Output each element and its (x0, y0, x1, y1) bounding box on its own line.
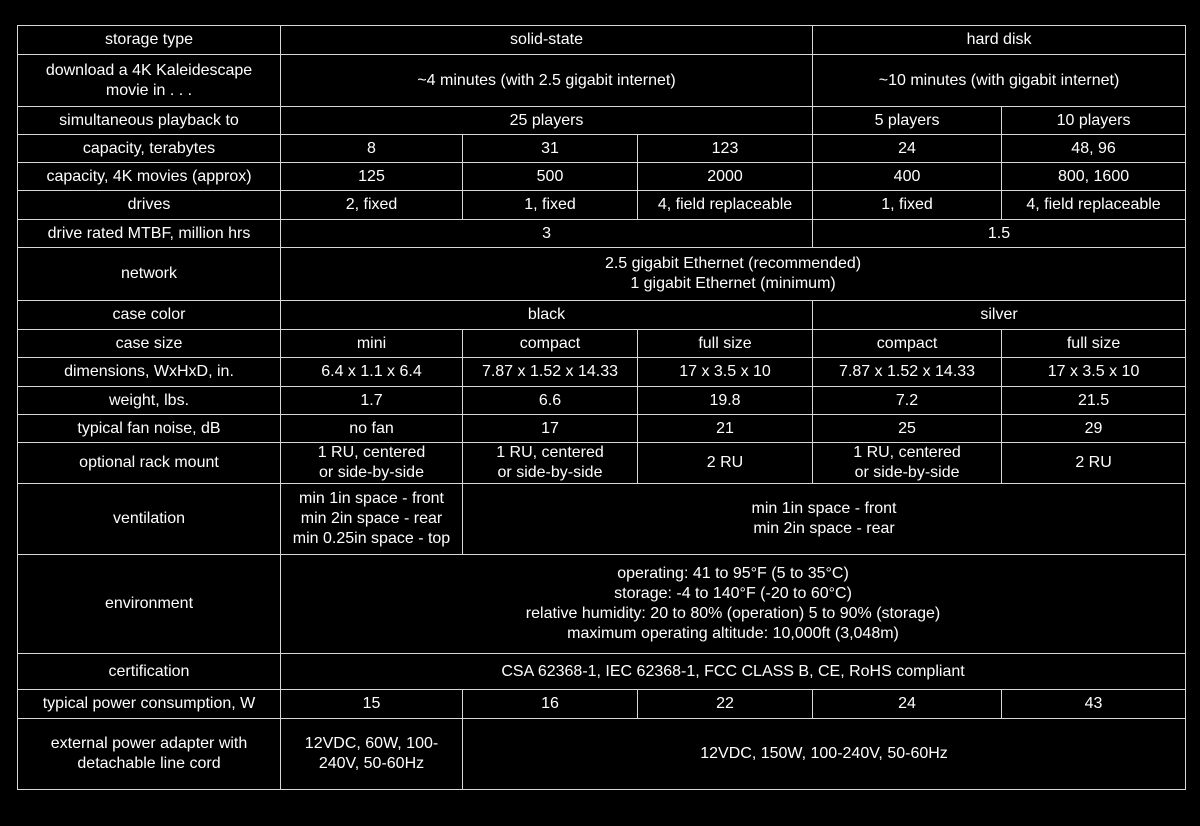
table-cell: black (281, 301, 813, 330)
table-row (18, 107, 1186, 135)
table-cell: 12VDC, 60W, 100- 240V, 50-60Hz (281, 719, 463, 790)
row-label: external power adapter with detachable line cord (18, 719, 281, 790)
row-label: typical fan noise, dB (18, 415, 281, 443)
table-cell: 1.7 (281, 387, 463, 415)
row-label: certification (18, 654, 281, 690)
table-cell: 2 RU (1002, 443, 1186, 484)
row-label: environment (18, 555, 281, 654)
table-cell: 6.6 (463, 387, 638, 415)
table-cell: 1 RU, centered or side-by-side (463, 443, 638, 484)
spec-table (17, 25, 1186, 790)
table-row (18, 654, 1186, 690)
table-cell: 800, 1600 (1002, 163, 1186, 191)
table-cell: compact (813, 330, 1002, 358)
table-row (18, 191, 1186, 220)
table-cell: 1.5 (813, 220, 1186, 248)
table-cell: 7.2 (813, 387, 1002, 415)
row-label: weight, lbs. (18, 387, 281, 415)
table-cell: min 1in space - front min 2in space - rear min 0.25in space - top (281, 484, 463, 555)
table-cell: CSA 62368-1, IEC 62368-1, FCC CLASS B, CE, RoHS compliant (281, 654, 1186, 690)
row-label: storage type (18, 26, 281, 55)
table-cell: 6.4 x 1.1 x 6.4 (281, 358, 463, 387)
table-cell: 7.87 x 1.52 x 14.33 (813, 358, 1002, 387)
table-cell: 1 RU, centered or side-by-side (813, 443, 1002, 484)
table-row (18, 301, 1186, 330)
table-cell: 1 RU, centered or side-by-side (281, 443, 463, 484)
table-row (18, 163, 1186, 191)
row-label: simultaneous playback to (18, 107, 281, 135)
table-row (18, 26, 1186, 55)
table-cell: 5 players (813, 107, 1002, 135)
table-row (18, 415, 1186, 443)
table-row (18, 248, 1186, 301)
table-cell: 4, field replaceable (638, 191, 813, 220)
row-label: optional rack mount (18, 443, 281, 484)
table-cell: silver (813, 301, 1186, 330)
table-cell: 500 (463, 163, 638, 191)
table-cell: full size (1002, 330, 1186, 358)
row-label: capacity, terabytes (18, 135, 281, 163)
row-label: case size (18, 330, 281, 358)
table-cell: 10 players (1002, 107, 1186, 135)
row-label: drives (18, 191, 281, 220)
table-cell: 22 (638, 690, 813, 719)
table-row (18, 690, 1186, 719)
table-cell: 123 (638, 135, 813, 163)
table-cell: full size (638, 330, 813, 358)
table-cell: solid-state (281, 26, 813, 55)
table-cell: 3 (281, 220, 813, 248)
table-cell: operating: 41 to 95°F (5 to 35°C) storage: -4 to 140°F (-20 to 60°C) relative humidity: 20 to 80% (operation) 5 to 90% (storage) maximum operating altitude: 10,000ft (3,048m) (281, 555, 1186, 654)
table-cell: 125 (281, 163, 463, 191)
table-cell: no fan (281, 415, 463, 443)
table-cell: 12VDC, 150W, 100-240V, 50-60Hz (463, 719, 1186, 790)
table-cell: 17 x 3.5 x 10 (1002, 358, 1186, 387)
table-row (18, 55, 1186, 107)
table-cell: 25 players (281, 107, 813, 135)
table-row (18, 220, 1186, 248)
row-label: dimensions, WxHxD, in. (18, 358, 281, 387)
table-cell: 25 (813, 415, 1002, 443)
table-row (18, 443, 1186, 484)
table-row (18, 330, 1186, 358)
table-cell: 7.87 x 1.52 x 14.33 (463, 358, 638, 387)
table-cell: 48, 96 (1002, 135, 1186, 163)
table-cell: 2.5 gigabit Ethernet (recommended) 1 gigabit Ethernet (minimum) (281, 248, 1186, 301)
table-row (18, 484, 1186, 555)
row-label: drive rated MTBF, million hrs (18, 220, 281, 248)
row-label: network (18, 248, 281, 301)
table-row (18, 555, 1186, 654)
spec-table-body (18, 26, 1186, 790)
row-label: typical power consumption, W (18, 690, 281, 719)
table-cell: 17 (463, 415, 638, 443)
row-label: case color (18, 301, 281, 330)
table-cell: 4, field replaceable (1002, 191, 1186, 220)
table-cell: 31 (463, 135, 638, 163)
table-cell: 29 (1002, 415, 1186, 443)
table-cell: 19.8 (638, 387, 813, 415)
table-cell: 17 x 3.5 x 10 (638, 358, 813, 387)
table-cell: compact (463, 330, 638, 358)
table-cell: ~10 minutes (with gigabit internet) (813, 55, 1186, 107)
table-cell: mini (281, 330, 463, 358)
table-cell: 2000 (638, 163, 813, 191)
table-cell: 1, fixed (463, 191, 638, 220)
table-cell: 43 (1002, 690, 1186, 719)
table-cell: 1, fixed (813, 191, 1002, 220)
table-cell: 8 (281, 135, 463, 163)
table-cell: min 1in space - front min 2in space - rear (463, 484, 1186, 555)
table-cell: hard disk (813, 26, 1186, 55)
table-row (18, 135, 1186, 163)
row-label: download a 4K Kaleidescape movie in . . . (18, 55, 281, 107)
table-cell: 16 (463, 690, 638, 719)
table-cell: 2, fixed (281, 191, 463, 220)
row-label: capacity, 4K movies (approx) (18, 163, 281, 191)
table-cell: 21 (638, 415, 813, 443)
table-row (18, 387, 1186, 415)
table-row (18, 719, 1186, 790)
table-cell: 24 (813, 135, 1002, 163)
table-row (18, 358, 1186, 387)
table-cell: 24 (813, 690, 1002, 719)
table-cell: ~4 minutes (with 2.5 gigabit internet) (281, 55, 813, 107)
table-cell: 2 RU (638, 443, 813, 484)
row-label: ventilation (18, 484, 281, 555)
table-cell: 21.5 (1002, 387, 1186, 415)
table-cell: 15 (281, 690, 463, 719)
table-cell: 400 (813, 163, 1002, 191)
